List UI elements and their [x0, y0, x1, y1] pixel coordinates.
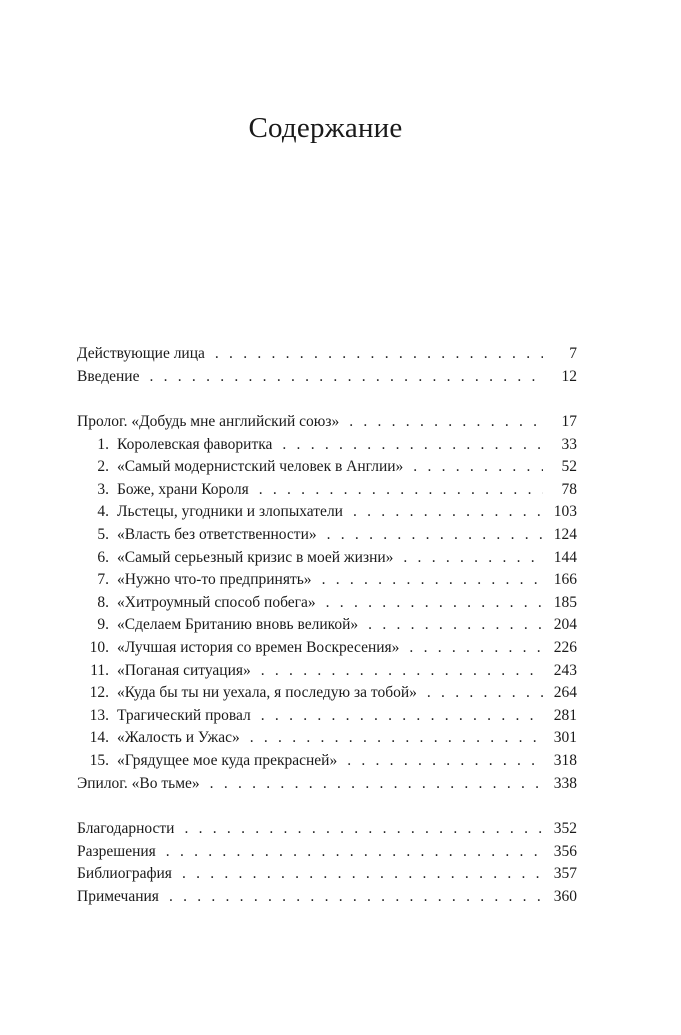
chapter-number: 11.	[90, 661, 109, 679]
leader-dots	[259, 479, 543, 502]
leader-dots	[166, 841, 543, 864]
toc-entry[interactable]	[77, 456, 577, 479]
toc-entry-label: Льстецы, угодники и злопыхатели	[117, 503, 343, 521]
toc-entry-label: «Грядущее мое куда прекрасней»	[117, 751, 338, 769]
toc-entry-label: «Сделаем Британию вновь великой»	[117, 616, 359, 634]
toc-entry-label: Боже, храни Короля	[117, 480, 249, 498]
toc-entry-page: 301	[553, 729, 577, 747]
toc-entry[interactable]	[77, 682, 577, 705]
toc-entry-page: 318	[553, 751, 577, 769]
toc-entry[interactable]	[77, 818, 577, 841]
chapter-number: 10.	[89, 638, 109, 656]
toc-entry[interactable]	[77, 660, 577, 683]
leader-dots	[326, 592, 543, 615]
toc-entry-label: Библиография	[77, 865, 172, 883]
toc-entry-page: 12	[561, 367, 577, 385]
toc-entry-page: 243	[553, 661, 577, 679]
toc-entry-page: 264	[553, 684, 577, 702]
toc-entry-label: Пролог. «Добудь мне английский союз»	[77, 413, 340, 430]
toc-entry-page: 78	[561, 480, 577, 498]
toc-entry-page: 33	[561, 435, 577, 453]
toc-entry-page: 281	[553, 706, 577, 724]
toc-entry[interactable]	[77, 886, 577, 909]
toc-entry-label: Благодарности	[77, 820, 175, 837]
toc-entry[interactable]	[77, 637, 577, 660]
toc-entry[interactable]	[77, 501, 577, 524]
toc-entry[interactable]	[77, 479, 577, 502]
leader-dots	[250, 727, 543, 750]
toc-entry[interactable]	[77, 434, 577, 457]
toc-entry-page: 166	[553, 571, 577, 589]
leader-dots	[184, 818, 543, 841]
leader-dots	[169, 886, 543, 909]
toc-entry[interactable]	[77, 569, 577, 592]
toc-entry-label: «Куда бы ты ни уехала, я последую за тобой»	[117, 684, 417, 702]
toc-entry[interactable]	[77, 614, 577, 637]
leader-dots	[261, 705, 543, 728]
chapter-number: 3.	[97, 480, 109, 498]
leader-dots	[413, 456, 543, 479]
toc-entry-page: 226	[553, 638, 577, 656]
chapter-number: 5.	[97, 525, 109, 543]
chapter-number: 13.	[89, 706, 109, 724]
chapter-number: 2.	[97, 458, 109, 476]
toc-entry[interactable]	[77, 592, 577, 615]
chapter-number: 9.	[97, 616, 109, 634]
page-title: Содержание	[248, 112, 403, 144]
leader-dots	[215, 343, 543, 366]
toc-entry[interactable]	[77, 750, 577, 773]
toc-entry[interactable]	[77, 841, 577, 864]
toc-entry-label: Трагический провал	[117, 706, 251, 724]
leader-dots	[182, 863, 543, 886]
toc-entry-label: Разрешения	[77, 842, 156, 860]
toc-back-matter	[77, 818, 577, 908]
chapter-number: 6.	[97, 548, 109, 566]
toc-entry[interactable]	[77, 863, 577, 886]
toc-entry-label: Примечания	[77, 887, 159, 905]
leader-dots	[327, 524, 543, 547]
toc-front-matter	[77, 343, 577, 388]
toc-entry-page: 352	[553, 820, 577, 837]
toc-entry[interactable]	[77, 705, 577, 728]
toc-entry[interactable]	[77, 727, 577, 750]
toc-entry-page: 204	[553, 616, 577, 634]
toc-entry-label: «Хитроумный способ побега»	[117, 593, 316, 611]
chapter-number: 8.	[97, 593, 109, 611]
chapter-number: 7.	[97, 571, 109, 589]
toc-entry-page: 7	[569, 345, 577, 362]
chapter-number: 12.	[89, 684, 109, 702]
toc-entry-page: 52	[561, 458, 577, 476]
chapter-number: 14.	[89, 729, 109, 747]
toc-entry[interactable]	[77, 773, 577, 796]
leader-dots	[149, 366, 543, 389]
chapter-number: 4.	[97, 503, 109, 521]
toc-entry-page: 124	[553, 525, 577, 543]
toc-entry-label: Королевская фаворитка	[117, 435, 273, 453]
toc-entry-page: 103	[553, 503, 577, 521]
leader-dots	[210, 773, 543, 796]
toc-entry[interactable]	[77, 343, 577, 366]
leader-dots	[282, 434, 543, 457]
chapter-number: 15.	[89, 751, 109, 769]
toc-entry-page: 338	[553, 774, 577, 792]
toc-entry-label: «Самый модернистский человек в Англии»	[117, 458, 404, 476]
chapter-number: 1.	[97, 435, 109, 453]
leader-dots	[403, 547, 543, 570]
toc-entry[interactable]	[77, 524, 577, 547]
toc-entry-page: 357	[553, 865, 577, 883]
toc-entry-page: 185	[553, 593, 577, 611]
leader-dots	[409, 637, 543, 660]
toc-entry-label: «Власть без ответственности»	[117, 525, 317, 543]
toc-entry-label: «Жалость и Ужас»	[117, 729, 240, 747]
toc-entry[interactable]	[77, 366, 577, 389]
toc-entry[interactable]	[77, 411, 577, 434]
leader-dots	[347, 750, 543, 773]
toc-entry[interactable]	[77, 547, 577, 570]
leader-dots	[427, 682, 543, 705]
toc-entry-label: «Поганая ситуация»	[117, 661, 251, 679]
leader-dots	[322, 569, 543, 592]
toc-entry-label: Действующие лица	[77, 345, 205, 362]
leader-dots	[349, 411, 543, 434]
toc-entry-page: 144	[553, 548, 577, 566]
toc-chapters	[77, 411, 577, 795]
leader-dots	[261, 660, 543, 683]
toc-entry-label: Введение	[77, 367, 140, 385]
toc-entry-label: «Нужно что-то предпринять»	[117, 571, 312, 589]
leader-dots	[353, 501, 543, 524]
toc-entry-page: 356	[553, 842, 577, 860]
leader-dots	[368, 614, 543, 637]
toc-entry-page: 17	[561, 413, 577, 430]
toc-entry-label: «Лучшая история со времен Воскресения»	[117, 638, 400, 656]
toc-entry-label: «Самый серьезный кризис в моей жизни»	[117, 548, 394, 566]
toc-entry-label: Эпилог. «Во тьме»	[77, 774, 200, 792]
toc-entry-page: 360	[553, 887, 577, 905]
